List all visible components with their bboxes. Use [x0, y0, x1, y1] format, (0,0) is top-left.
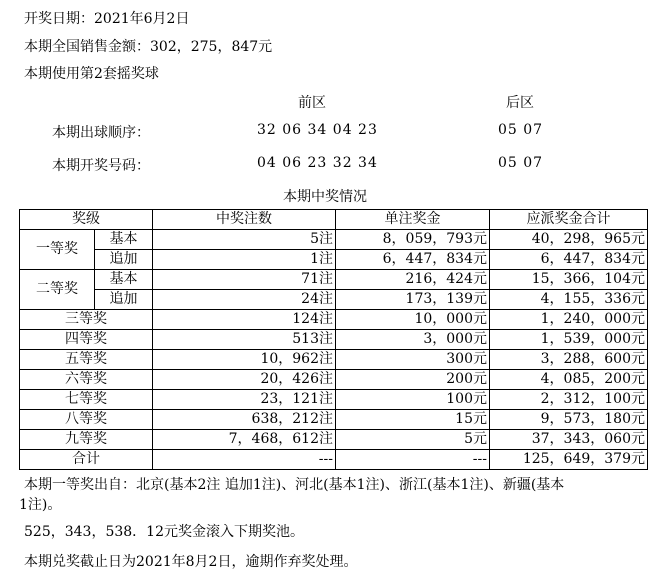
- total-sum: 125，649，379元: [490, 450, 648, 470]
- sub-type: 追加: [95, 290, 153, 310]
- total-prize-cell: 9，573，180元: [490, 410, 648, 430]
- table-row: [20, 230, 648, 250]
- count-cell: 7，468，612注: [153, 430, 336, 450]
- sales-amount: 本期全国销售金额：302，275，847元: [24, 39, 273, 55]
- winning-numbers-label: 本期开奖号码：: [52, 158, 150, 174]
- table-row: [20, 410, 648, 430]
- level-cell: 八等奖: [20, 410, 153, 430]
- sub-type: 追加: [95, 250, 153, 270]
- level-second: 二等奖: [20, 270, 95, 310]
- header-level: 奖级: [20, 210, 153, 230]
- count-cell: 23，121注: [153, 390, 336, 410]
- count-cell: 5注: [153, 230, 336, 250]
- total-prize-cell: 4，155，336元: [490, 290, 648, 310]
- level-cell: 三等奖: [20, 310, 153, 330]
- draw-order-label: 本期出球顺序：: [52, 125, 150, 141]
- total-prize-cell: 40，298，965元: [490, 230, 648, 250]
- total-prize-cell: 15，366，104元: [490, 270, 648, 290]
- unit-prize-cell: 300元: [336, 350, 490, 370]
- level-first: 一等奖: [20, 230, 95, 270]
- level-cell: 七等奖: [20, 390, 153, 410]
- count-cell: 638，212注: [153, 410, 336, 430]
- table-row: [20, 350, 648, 370]
- table-row: [20, 430, 648, 450]
- table-row: [20, 270, 648, 290]
- winning-numbers-back: 05 07: [498, 155, 544, 171]
- count-cell: 513注: [153, 330, 336, 350]
- prize-table: [19, 209, 648, 470]
- unit-prize-cell: 6，447，834元: [336, 250, 490, 270]
- total-label: 合计: [20, 450, 153, 470]
- unit-prize-cell: 173，139元: [336, 290, 490, 310]
- prize-table-title: 本期中奖情况: [283, 189, 367, 205]
- total-prize-cell: 1，240，000元: [490, 310, 648, 330]
- unit-prize-cell: 216，424元: [336, 270, 490, 290]
- total-prize-cell: 3，288，600元: [490, 350, 648, 370]
- count-cell: 1注: [153, 250, 336, 270]
- sub-type: 基本: [95, 230, 153, 250]
- total-unit: ---: [336, 450, 490, 470]
- level-cell: 九等奖: [20, 430, 153, 450]
- back-zone-label: 后区: [506, 95, 534, 111]
- table-row: [20, 290, 648, 310]
- jackpot-rollover: 525，343，538．12元奖金滚入下期奖池。: [24, 524, 304, 540]
- unit-prize-cell: 15元: [336, 410, 490, 430]
- level-cell: 六等奖: [20, 370, 153, 390]
- count-cell: 20，426注: [153, 370, 336, 390]
- unit-prize-cell: 5元: [336, 430, 490, 450]
- ball-set: 本期使用第2套摇奖球: [24, 66, 159, 82]
- unit-prize-cell: 100元: [336, 390, 490, 410]
- table-total-row: [20, 450, 648, 470]
- unit-prize-cell: 200元: [336, 370, 490, 390]
- table-row: [20, 330, 648, 350]
- total-prize-cell: 1，539，000元: [490, 330, 648, 350]
- level-cell: 五等奖: [20, 350, 153, 370]
- total-prize-cell: 37，343，060元: [490, 430, 648, 450]
- draw-date: 开奖日期：2021年6月2日: [24, 11, 190, 27]
- winning-numbers-front: 04 06 23 32 34: [257, 155, 378, 171]
- first-prize-origin-cont: 1注)。: [19, 497, 62, 513]
- count-cell: 124注: [153, 310, 336, 330]
- header-count: 中奖注数: [153, 210, 336, 230]
- table-row: [20, 250, 648, 270]
- level-cell: 四等奖: [20, 330, 153, 350]
- header-total-prize: 应派奖金合计: [490, 210, 648, 230]
- draw-order-front: 32 06 34 04 23: [257, 122, 378, 138]
- count-cell: 71注: [153, 270, 336, 290]
- unit-prize-cell: 10，000元: [336, 310, 490, 330]
- unit-prize-cell: 8，059，793元: [336, 230, 490, 250]
- count-cell: 24注: [153, 290, 336, 310]
- sub-type: 基本: [95, 270, 153, 290]
- total-prize-cell: 6，447，834元: [490, 250, 648, 270]
- table-header-row: [20, 210, 648, 230]
- total-prize-cell: 4，085，200元: [490, 370, 648, 390]
- unit-prize-cell: 3，000元: [336, 330, 490, 350]
- table-row: [20, 310, 648, 330]
- first-prize-origin: 本期一等奖出自：北京(基本2注 追加1注)、河北(基本1注)、浙江(基本1注)、新疆(基本: [24, 477, 565, 493]
- total-count: ---: [153, 450, 336, 470]
- table-row: [20, 370, 648, 390]
- draw-order-back: 05 07: [498, 122, 544, 138]
- front-zone-label: 前区: [298, 95, 326, 111]
- claim-deadline: 本期兑奖截止日为2021年8月2日，逾期作弃奖处理。: [24, 554, 358, 570]
- table-row: [20, 390, 648, 410]
- count-cell: 10，962注: [153, 350, 336, 370]
- total-prize-cell: 2，312，100元: [490, 390, 648, 410]
- header-unit-prize: 单注奖金: [336, 210, 490, 230]
